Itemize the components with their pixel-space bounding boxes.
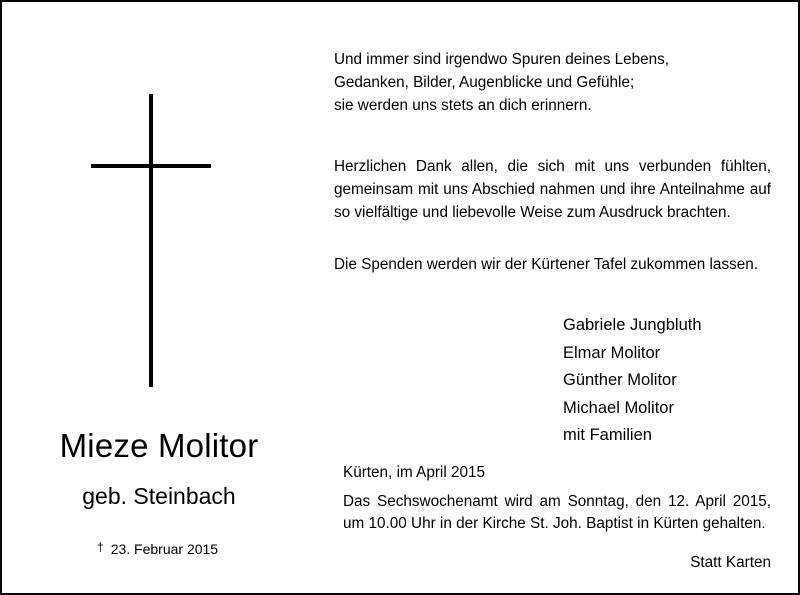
signer: Michael Molitor [563,398,674,417]
quote-block [334,48,771,117]
cross-icon [149,94,153,387]
place-date: Kürten, im April 2015 [343,464,485,481]
cross-icon-bar [91,164,211,168]
quote-line: Gedanken, Bilder, Augenblicke und Gefühle; [334,74,635,91]
death-date-line [97,540,218,559]
dagger-icon: † [97,540,104,554]
donations-paragraph: Die Spenden werden wir der Kürtener Tafel zukommen lassen. [334,256,759,273]
quote-line: Und immer sind irgendwo Spuren deines Lebens, [334,51,670,68]
signer: mit Familien [563,426,652,444]
signers-list [563,312,702,450]
death-date: 23. Februar 2015 [110,541,219,557]
signer: Günther Molitor [563,371,677,389]
closing-note: Statt Karten [690,554,771,571]
deceased-name: Mieze Molitor [59,427,259,464]
signer: Elmar Molitor [563,343,661,362]
signer: Gabriele Jungbluth [563,316,702,334]
thanks-paragraph: Herzlichen Dank allen, die sich mit uns verbunden fühlten, gemeinsam mit uns Abschied nahmen und ihre Anteilnahme auf so vielfältige und liebevolle Weise zum Ausdruck brachten. [334,158,771,221]
birth-name: geb. Steinbach [82,483,236,509]
mass-announcement: Das Sechswochenamt wird am Sonntag, den 12. April 2015, um 10.00 Uhr in der Kirche St. Joh. Baptist in Kürten gehalten. [343,493,771,532]
quote-line: sie werden uns stets an dich erinnern. [334,97,592,114]
